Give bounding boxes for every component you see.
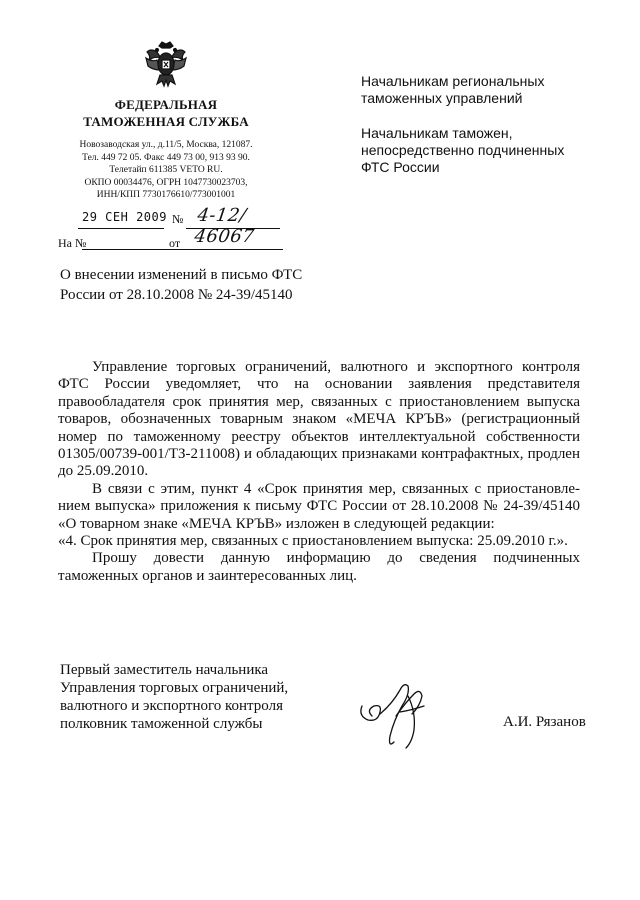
handwritten-signature bbox=[356, 676, 446, 754]
date-underline bbox=[78, 228, 164, 229]
subject-line1: О внесении изменений в письмо ФТС bbox=[60, 267, 303, 283]
agency-name bbox=[60, 96, 272, 130]
signatory-title-line: валютного и экспортного контроля bbox=[60, 698, 283, 714]
contact-address: Новозаводская ул., д.11/5, Москва, 121087. bbox=[79, 140, 253, 150]
recipient-line: Начальникам таможен, bbox=[361, 125, 513, 141]
contact-phone: Тел. 449 72 05. Факс 449 73 00, 913 93 90. bbox=[82, 152, 250, 163]
body-paragraph-2: В связи с этим, пункт 4 «Срок принятия мер, связанных с приостановле-нием выпуска» приложения к письму ФТС России от 28.10.2008 № 24-39/45140 «О товарном знаке «МЕЧА КРЪВ» изложен в следующей редакции: bbox=[58, 480, 580, 532]
recipient-line: Начальникам региональных bbox=[361, 73, 545, 89]
agency-name-line2: ТАМОЖЕННАЯ СЛУЖБА bbox=[83, 114, 249, 129]
reference-number-underline bbox=[82, 249, 200, 250]
signatory-name: А.И. Рязанов bbox=[503, 714, 586, 730]
subject-line2: России от 28.10.2008 № 24-39/45140 bbox=[60, 287, 293, 303]
reference-from-label: от bbox=[169, 236, 181, 250]
letter-body bbox=[58, 359, 580, 585]
number-sign: № bbox=[172, 212, 184, 226]
registration-number: 4-12/ 46067 bbox=[193, 205, 256, 247]
body-paragraph-1: Управление торговых ограничений, валютного и экспортного контроля ФТС России уведомляет, что на основании заявления представителя правообладателя срок принятия мер, связанных с приостановлением выпуска товаров, обозначенных товарным знаком «МЕЧА КРЪВ» (регистрационный номер по таможенному реестру объектов интеллектуальной собственности 01305/00739-001/ТЗ-211008) и обладающих признаками контрафактных, продлен до 25.09.2010. bbox=[58, 359, 580, 480]
registration-date: 29 СЕН 2009 bbox=[82, 210, 167, 224]
signatory-title-line: Управления торговых ограничений, bbox=[60, 680, 289, 696]
signatory-title bbox=[60, 661, 320, 733]
agency-name-line1: ФЕДЕРАЛЬНАЯ bbox=[114, 97, 218, 112]
reference-label: На № bbox=[58, 236, 87, 250]
contact-okpo: ОКПО 00034476, ОГРН 1047730023703, bbox=[84, 177, 248, 188]
recipient-line: ФТС России bbox=[361, 159, 440, 175]
signatory-title-line: полковник таможенной службы bbox=[60, 716, 263, 732]
recipient-regional bbox=[361, 73, 601, 107]
letter-subject bbox=[60, 265, 320, 305]
agency-contacts bbox=[60, 139, 272, 202]
body-paragraph-4: Прошу довести данную информацию до сведения подчиненных таможенных органов и заинтересованных лиц. bbox=[58, 550, 580, 584]
recipient-line: таможенных управлений bbox=[361, 90, 523, 106]
reference-date-underline bbox=[189, 249, 283, 250]
contact-teletype: Телетайп 611385 VETO RU. bbox=[109, 165, 223, 176]
contact-inn: ИНН/КПП 7730176610/773001001 bbox=[96, 190, 236, 201]
recipient-customs bbox=[361, 125, 601, 176]
signatory-title-line: Первый заместитель начальника bbox=[60, 662, 269, 678]
recipients bbox=[361, 73, 601, 194]
body-paragraph-3: «4. Срок принятия мер, связанных с приостановлением выпуска: 25.09.2010 г.». bbox=[58, 533, 568, 550]
coat-of-arms-icon bbox=[143, 40, 189, 90]
reference-line bbox=[58, 236, 288, 254]
recipient-line: непосредственно подчиненных bbox=[361, 142, 565, 158]
